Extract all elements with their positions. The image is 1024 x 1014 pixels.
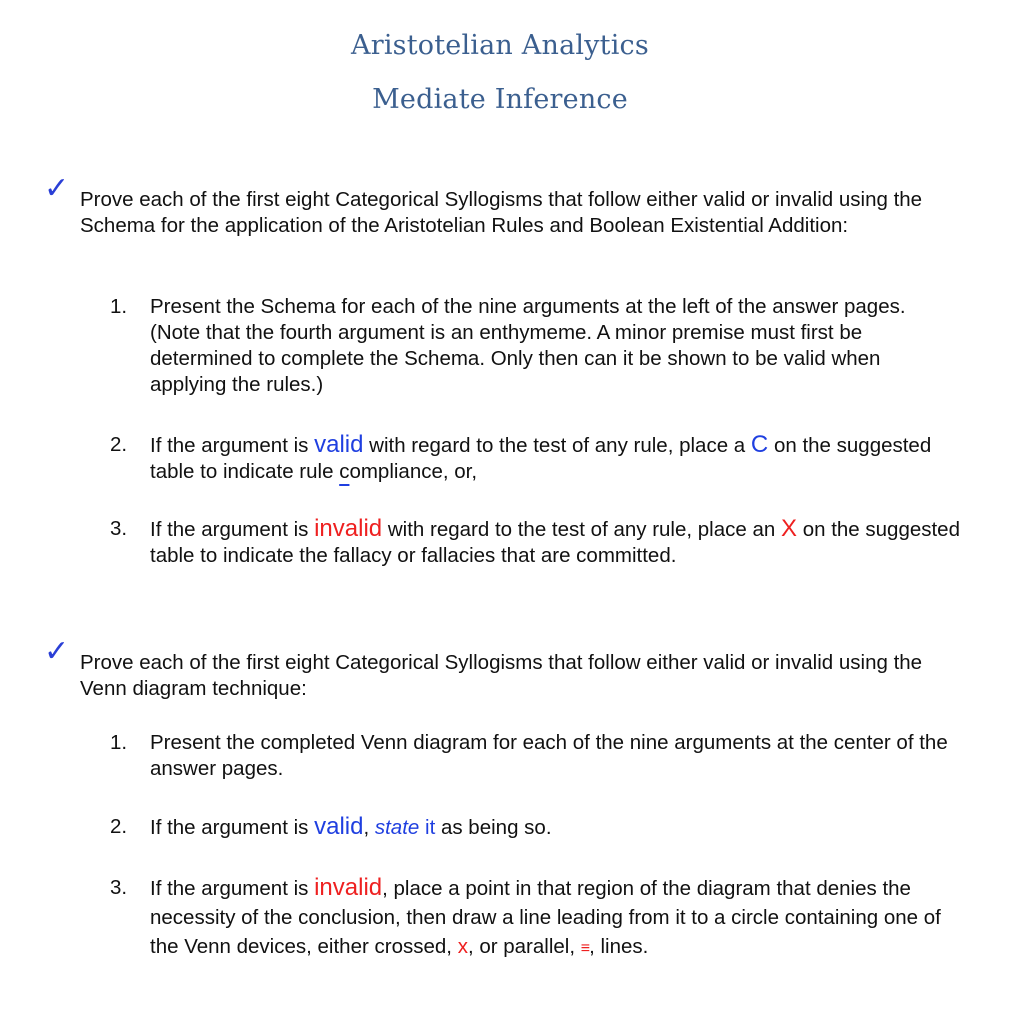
item-number: 3.	[110, 876, 128, 899]
item-text: Present the Schema for each of the nine arguments at the left of the answer pages. (Note that the fourth argument is an enthymeme. A minor premise must first be determined to complete the Schema. Only then can it be shown to be valid when applying the rules.)	[150, 295, 906, 396]
item-text: If the argument is invalid with regard to the test of any rule, place an X on the suggested table to indicate the fallacy or fallacies that are committed.	[150, 515, 960, 567]
valid-word: valid	[314, 813, 364, 840]
check-icon: ✓	[44, 634, 70, 669]
x-letter: X	[780, 515, 797, 542]
item-number: 1.	[110, 731, 128, 754]
it-word: it	[419, 816, 436, 839]
check-icon: ✓	[44, 171, 70, 206]
valid-word: valid	[314, 431, 364, 458]
invalid-word: invalid	[314, 515, 383, 542]
state-word: state	[374, 816, 420, 839]
item-text: If the argument is valid, state it as being so.	[150, 813, 552, 840]
x-mark: x	[457, 935, 468, 958]
page-subtitle: Mediate Inference	[372, 84, 628, 115]
c-letter: C	[750, 431, 769, 458]
item-text: Present the completed Venn diagram for each of the nine arguments at the center of the answer pages.	[150, 731, 948, 780]
item-text: If the argument is valid with regard to the test of any rule, place a C on the suggested table to indicate rule compliance, or,	[150, 431, 932, 483]
page-title: Aristotelian Analytics	[351, 30, 649, 61]
section1-intro: Prove each of the first eight Categorical Syllogisms that follow either valid or invalid using the Schema for the application of the Aristotelian Rules and Boolean Existential Addition:	[80, 188, 923, 237]
item-number: 1.	[110, 295, 128, 318]
item-number: 2.	[110, 433, 128, 456]
section2-intro: Prove each of the first eight Categorical Syllogisms that follow either valid or invalid using the Venn diagram technique:	[80, 651, 923, 700]
parallel-lines-icon: ≡	[580, 940, 590, 957]
item-number: 2.	[110, 815, 128, 838]
item-text: If the argument is invalid, place a point in that region of the diagram that denies the necessity of the conclusion, then draw a line leading from it to a circle containing one of the Venn devices, either crossed, x, or parallel, ≡, lines.	[150, 874, 941, 958]
invalid-word: invalid	[314, 874, 383, 901]
item-number: 3.	[110, 517, 128, 540]
c-underlined: c	[339, 460, 350, 483]
